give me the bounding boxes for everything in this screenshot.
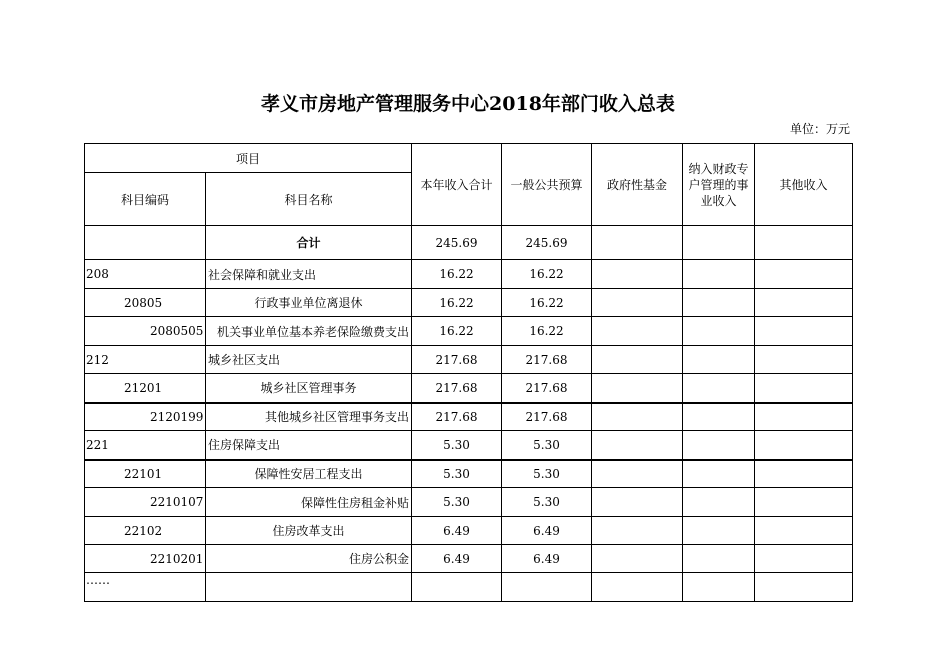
unit-label: 单位：万元 (789, 122, 850, 136)
cell-other (755, 403, 853, 431)
page-title: 孝义市房地产管理服务中心2018年部门收入总表 (261, 93, 675, 115)
cell-total: 217.68 (412, 374, 502, 403)
subject-code: 21201 (85, 374, 206, 403)
cell-total: 6.49 (412, 545, 502, 573)
cell-fund (592, 317, 683, 346)
cell-special (683, 517, 755, 545)
cell-general: 6.49 (502, 517, 592, 545)
cell-other (755, 460, 853, 488)
header-general: 一般公共预算 (502, 144, 592, 226)
cell-special (683, 403, 755, 431)
cell-other (755, 317, 853, 346)
cell-special (683, 573, 755, 602)
cell-special (683, 289, 755, 317)
table-row (85, 289, 853, 317)
cell-special (683, 460, 755, 488)
cell-total: 217.68 (412, 346, 502, 374)
header-code: 科目编码 (85, 173, 206, 226)
cell-total: 245.69 (412, 226, 502, 260)
table-row (85, 374, 853, 403)
header-fund: 政府性基金 (592, 144, 683, 226)
cell-other (755, 289, 853, 317)
cell-special (683, 431, 755, 460)
cell-fund (592, 260, 683, 289)
cell-general (502, 573, 592, 602)
subject-name: 保障性住房租金补贴 (206, 488, 412, 517)
cell-total: 5.30 (412, 431, 502, 460)
cell-other (755, 346, 853, 374)
subject-code: 2120199 (85, 403, 206, 431)
subject-name: 其他城乡社区管理事务支出 (206, 403, 412, 431)
cell-other (755, 226, 853, 260)
subject-name: 社会保障和就业支出 (206, 260, 412, 289)
header-other: 其他收入 (755, 144, 853, 226)
cell-total: 16.22 (412, 289, 502, 317)
header-special: 纳入财政专户管理的事业收入 (683, 144, 755, 226)
cell-general: 16.22 (502, 317, 592, 346)
subject-code: 208 (85, 260, 206, 289)
subject-code (85, 226, 206, 260)
cell-general: 5.30 (502, 431, 592, 460)
cell-total: 217.68 (412, 403, 502, 431)
cell-special (683, 317, 755, 346)
cell-other (755, 260, 853, 289)
cell-fund (592, 346, 683, 374)
subject-name: 机关事业单位基本养老保险缴费支出 (206, 317, 412, 346)
cell-other (755, 374, 853, 403)
subject-name: 住房改革支出 (206, 517, 412, 545)
table-row (85, 488, 853, 517)
header-total: 本年收入合计 (412, 144, 502, 226)
cell-total: 5.30 (412, 460, 502, 488)
cell-total: 5.30 (412, 488, 502, 517)
subject-name: 住房公积金 (206, 545, 412, 573)
cell-special (683, 260, 755, 289)
table-row (85, 573, 853, 602)
cell-fund (592, 517, 683, 545)
cell-fund (592, 431, 683, 460)
subject-name (206, 573, 412, 602)
subject-name: 城乡社区支出 (206, 346, 412, 374)
table-row (85, 226, 853, 260)
subject-name: 住房保障支出 (206, 431, 412, 460)
cell-fund (592, 488, 683, 517)
cell-general: 5.30 (502, 460, 592, 488)
cell-fund (592, 289, 683, 317)
cell-general: 16.22 (502, 260, 592, 289)
table-row (85, 260, 853, 289)
cell-general: 217.68 (502, 374, 592, 403)
cell-special (683, 488, 755, 517)
cell-fund (592, 226, 683, 260)
cell-fund (592, 545, 683, 573)
header-item: 项目 (85, 144, 412, 173)
income-table (84, 143, 853, 602)
cell-fund (592, 573, 683, 602)
header-row-1 (85, 144, 853, 173)
subject-code: 221 (85, 431, 206, 460)
table-row (85, 460, 853, 488)
cell-total: 6.49 (412, 517, 502, 545)
cell-other (755, 573, 853, 602)
cell-special (683, 226, 755, 260)
cell-general: 6.49 (502, 545, 592, 573)
table-row (85, 346, 853, 374)
cell-total: 16.22 (412, 317, 502, 346)
subject-name: 行政事业单位离退休 (206, 289, 412, 317)
table-row (85, 545, 853, 573)
cell-special (683, 374, 755, 403)
table-row (85, 517, 853, 545)
table-row (85, 403, 853, 431)
subject-code: 22102 (85, 517, 206, 545)
subject-name: 合计 (206, 226, 412, 260)
cell-other (755, 517, 853, 545)
subject-name: 城乡社区管理事务 (206, 374, 412, 403)
cell-fund (592, 374, 683, 403)
subject-code: …… (85, 573, 206, 602)
cell-other (755, 545, 853, 573)
header-name: 科目名称 (206, 173, 412, 226)
cell-general: 245.69 (502, 226, 592, 260)
cell-special (683, 545, 755, 573)
cell-fund (592, 460, 683, 488)
cell-general: 5.30 (502, 488, 592, 517)
subject-code: 212 (85, 346, 206, 374)
cell-special (683, 346, 755, 374)
subject-name: 保障性安居工程支出 (206, 460, 412, 488)
subject-code: 2080505 (85, 317, 206, 346)
subject-code: 20805 (85, 289, 206, 317)
cell-general: 217.68 (502, 403, 592, 431)
cell-other (755, 488, 853, 517)
cell-other (755, 431, 853, 460)
cell-total: 16.22 (412, 260, 502, 289)
subject-code: 2210201 (85, 545, 206, 573)
cell-fund (592, 403, 683, 431)
cell-general: 217.68 (502, 346, 592, 374)
subject-code: 2210107 (85, 488, 206, 517)
subject-code: 22101 (85, 460, 206, 488)
table-row (85, 317, 853, 346)
table-row (85, 431, 853, 460)
cell-total (412, 573, 502, 602)
cell-general: 16.22 (502, 289, 592, 317)
